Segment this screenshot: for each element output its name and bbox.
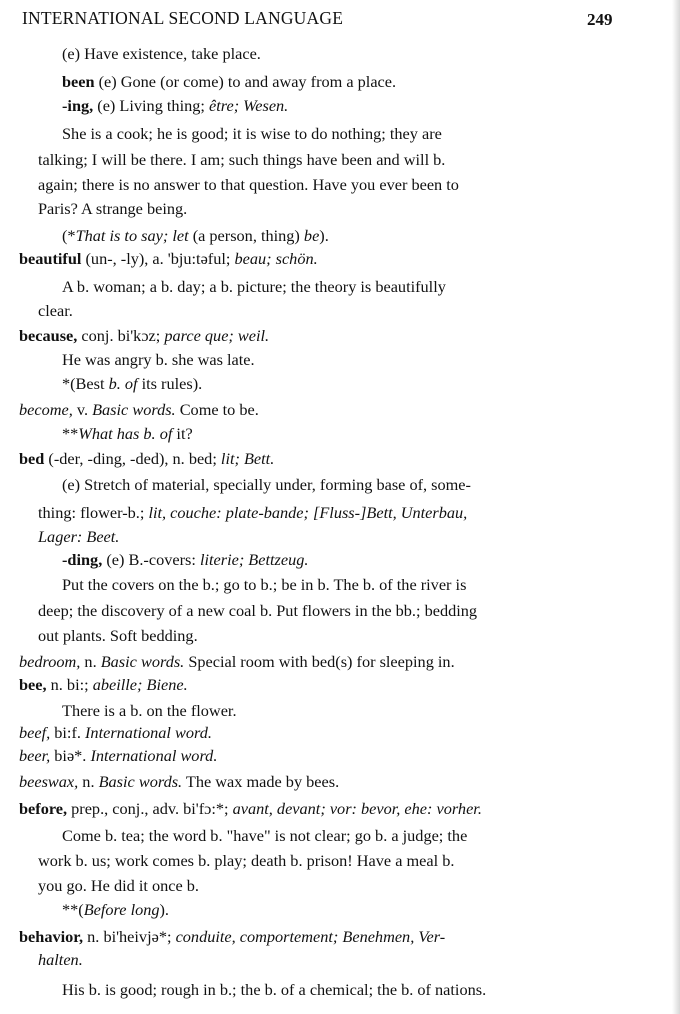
line-text: again; there is no answer to that question. Have you ever been to bbox=[38, 175, 459, 194]
line-text: v. bbox=[72, 400, 93, 419]
text-line bbox=[38, 876, 199, 896]
italic-text: lit; Bett. bbox=[220, 449, 275, 468]
italic-text: Basic words. bbox=[92, 400, 176, 419]
line-text: **( bbox=[62, 900, 84, 919]
line-text: out plants. Soft bedding. bbox=[38, 626, 198, 645]
page-edge-shadow bbox=[672, 0, 680, 1014]
line-text: There is a b. on the flower. bbox=[62, 701, 237, 720]
line-text: (* bbox=[62, 226, 76, 245]
text-line bbox=[38, 950, 83, 970]
italic-text: parce que; weil. bbox=[164, 326, 270, 345]
text-line bbox=[62, 980, 486, 1000]
headword: bee, bbox=[19, 675, 47, 694]
text-line bbox=[19, 400, 259, 420]
text-line bbox=[62, 350, 255, 370]
line-text: deep; the discovery of a new coal b. Put flowers in the bb.; bedding bbox=[38, 601, 478, 620]
headword: because, bbox=[19, 326, 78, 345]
italic-text: Basic words. bbox=[98, 772, 183, 791]
text-line bbox=[38, 601, 477, 621]
text-line bbox=[62, 575, 466, 595]
text-line bbox=[38, 301, 73, 321]
text-line bbox=[38, 626, 198, 646]
text-line bbox=[19, 249, 318, 269]
italic-text: What has b. of bbox=[78, 424, 173, 443]
italic-text: Lager: Beet. bbox=[38, 527, 120, 546]
text-line bbox=[38, 527, 119, 547]
italic-text: be bbox=[303, 226, 320, 245]
line-text: ** bbox=[62, 424, 79, 443]
italic-text: avant, devant; vor: bevor, ehe: vorher. bbox=[232, 799, 482, 818]
italic-text: beef, bbox=[19, 723, 51, 742]
text-line bbox=[19, 772, 339, 792]
line-text: Put the covers on the b.; go to b.; be in b. The b. of the river is bbox=[62, 575, 467, 594]
text-line bbox=[38, 851, 454, 871]
headword: -ding, bbox=[62, 550, 103, 569]
text-line bbox=[38, 175, 459, 195]
headword: bed bbox=[19, 449, 45, 468]
text-line bbox=[38, 150, 445, 170]
line-text: Paris? A strange being. bbox=[38, 199, 188, 218]
line-text: *(Best bbox=[62, 374, 109, 393]
line-text: n. bi:; bbox=[46, 675, 93, 694]
italic-text: International word. bbox=[85, 723, 212, 742]
headword: been bbox=[62, 72, 95, 91]
line-text: Special room with bed(s) for sleeping in. bbox=[184, 652, 455, 671]
italic-text: That is to say; let bbox=[75, 226, 189, 245]
italic-text: abeille; Biene. bbox=[92, 675, 188, 694]
italic-text: b. of bbox=[108, 374, 138, 393]
line-text: thing: flower-b.; bbox=[38, 503, 149, 522]
line-text: (e) Stretch of material, specially under, forming base of, some- bbox=[62, 475, 471, 494]
line-text: clear. bbox=[38, 301, 73, 320]
text-line bbox=[62, 44, 261, 64]
line-text: (-der, -ding, -ded), n. bed; bbox=[44, 449, 221, 468]
text-line bbox=[19, 723, 212, 743]
line-text: The wax made by bees. bbox=[182, 772, 340, 791]
line-text: it? bbox=[172, 424, 193, 443]
headword: behavior, bbox=[19, 927, 84, 946]
line-text: (e) Have existence, take place. bbox=[62, 44, 261, 63]
italic-text: bedroom, bbox=[19, 652, 81, 671]
line-text: bi:f. bbox=[50, 723, 86, 742]
text-line bbox=[62, 374, 202, 394]
line-text: talking; I will be there. I am; such things have been and will b. bbox=[38, 150, 446, 169]
italic-text: être; Wesen. bbox=[208, 96, 289, 115]
line-text: biə*. bbox=[50, 746, 91, 765]
line-text: Come to be. bbox=[175, 400, 259, 419]
line-text: ). bbox=[319, 226, 329, 245]
line-text: His b. is good; rough in b.; the b. of a chemical; the b. of nations. bbox=[62, 980, 487, 999]
line-text: She is a cook; he is good; it is wise to do nothing; they are bbox=[62, 124, 442, 143]
italic-text: beau; schön. bbox=[234, 249, 318, 268]
text-line bbox=[62, 826, 467, 846]
text-line bbox=[62, 96, 288, 116]
line-text: conj. bi'kɔz; bbox=[77, 326, 165, 345]
italic-text: International word. bbox=[90, 746, 218, 765]
text-line bbox=[19, 675, 188, 695]
text-line bbox=[62, 900, 169, 920]
text-line bbox=[62, 277, 446, 297]
headword: beautiful bbox=[19, 249, 82, 268]
line-text: Come b. tea; the word b. "have" is not clear; go b. a judge; the bbox=[62, 826, 468, 845]
line-text: you go. He did it once b. bbox=[38, 876, 199, 895]
text-line bbox=[62, 424, 193, 444]
text-line bbox=[62, 124, 442, 144]
text-line bbox=[62, 475, 471, 495]
running-header-title: INTERNATIONAL SECOND LANGUAGE bbox=[22, 8, 344, 28]
text-line bbox=[19, 326, 269, 346]
line-text: n. bbox=[78, 772, 99, 791]
headword: -ing, bbox=[62, 96, 94, 115]
text-line bbox=[62, 226, 329, 246]
line-text: He was angry b. she was late. bbox=[62, 350, 255, 369]
line-text: (un-, -ly), a. 'bju:təful; bbox=[81, 249, 235, 268]
text-line bbox=[62, 550, 308, 570]
line-text: (a person, thing) bbox=[188, 226, 304, 245]
text-line bbox=[19, 927, 445, 947]
line-text: work b. us; work comes b. play; death b. prison! Have a meal b. bbox=[38, 851, 455, 870]
text-line bbox=[19, 652, 455, 672]
italic-text: lit, couche: plate-bande; [Fluss-]Bett, Unterbau, bbox=[148, 503, 468, 522]
line-text: ). bbox=[159, 900, 170, 919]
line-text: n. bbox=[80, 652, 101, 671]
line-text: prep., conj., adv. bi'fɔ:*; bbox=[67, 799, 233, 818]
italic-text: beer, bbox=[19, 746, 51, 765]
text-line bbox=[19, 449, 274, 469]
text-line bbox=[38, 503, 467, 523]
line-text: (e) B.-covers: bbox=[102, 550, 200, 569]
text-line bbox=[62, 72, 396, 92]
line-text: (e) Living thing; bbox=[93, 96, 209, 115]
italic-text: Before long bbox=[83, 900, 160, 919]
line-text: n. bi'heivjə*; bbox=[83, 927, 176, 946]
text-line bbox=[19, 799, 482, 819]
italic-text: literie; Bettzeug. bbox=[199, 550, 309, 569]
page-number: 249 bbox=[587, 10, 613, 29]
italic-text: conduite, comportement; Benehmen, Ver- bbox=[175, 927, 446, 946]
italic-text: halten. bbox=[38, 950, 83, 969]
italic-text: become, bbox=[19, 400, 73, 419]
italic-text: Basic words. bbox=[100, 652, 185, 671]
line-text: (e) Gone (or come) to and away from a place. bbox=[94, 72, 397, 91]
text-line bbox=[38, 199, 187, 219]
text-line bbox=[62, 701, 237, 721]
line-text: A b. woman; a b. day; a b. picture; the theory is beautifully bbox=[62, 277, 446, 296]
headword: before, bbox=[19, 799, 68, 818]
text-line bbox=[19, 746, 217, 766]
line-text: its rules). bbox=[137, 374, 203, 393]
italic-text: beeswax, bbox=[19, 772, 79, 791]
